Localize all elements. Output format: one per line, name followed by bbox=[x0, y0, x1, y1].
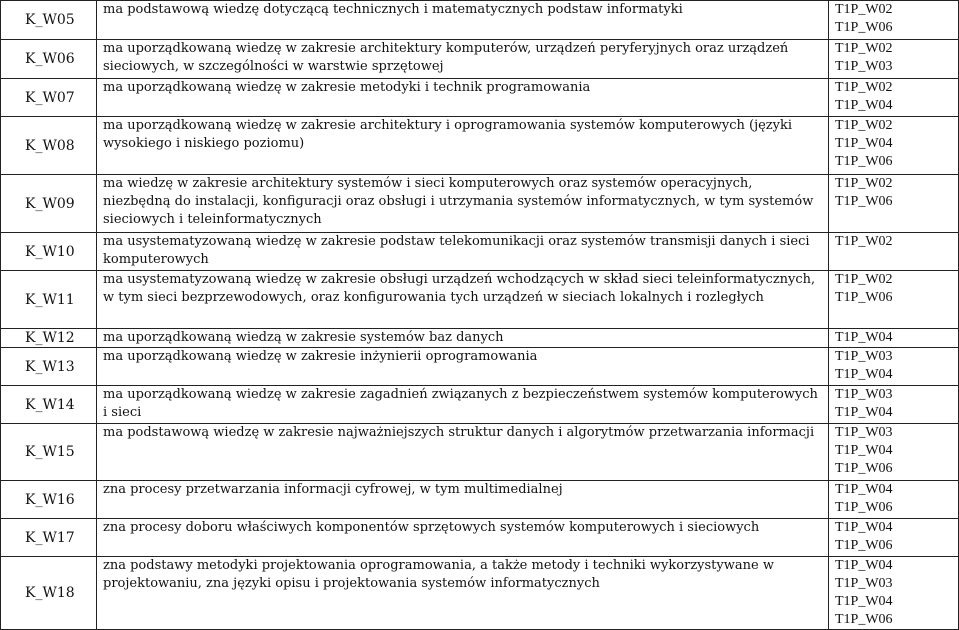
reference-code: T1P_W06 bbox=[835, 194, 893, 209]
outcome-code: K_W16 bbox=[1, 481, 97, 519]
outcome-references bbox=[829, 233, 959, 271]
outcome-references bbox=[829, 481, 959, 519]
reference-code: T1P_W04 bbox=[835, 558, 893, 573]
table-row bbox=[1, 79, 959, 117]
outcome-code: K_W09 bbox=[1, 175, 97, 233]
outcome-description: ma wiedzę w zakresie architektury systemów i sieci komputerowych oraz systemów operacyjnych, niezbędną do instalacji, konfiguracji oraz obsługi i utrzymania systemów informatycznych, w tym systemów sieciowych i teleinformatycznych bbox=[97, 175, 829, 233]
reference-code: T1P_W03 bbox=[835, 387, 893, 402]
table-row bbox=[1, 40, 959, 79]
reference-code: T1P_W03 bbox=[835, 349, 893, 364]
reference-code: T1P_W06 bbox=[835, 538, 893, 553]
reference-code: T1P_W06 bbox=[835, 20, 893, 35]
reference-code: T1P_W04 bbox=[835, 443, 893, 458]
outcome-description: ma usystematyzowaną wiedzę w zakresie podstaw telekomunikacji oraz systemów transmisji danych i sieci komputerowych bbox=[97, 233, 829, 271]
reference-code: T1P_W06 bbox=[835, 500, 893, 515]
outcome-code: K_W12 bbox=[1, 329, 97, 348]
table-row bbox=[1, 348, 959, 386]
outcome-description: zna podstawy metodyki projektowania oprogramowania, a także metody i techniki wykorzystywane w projektowaniu, zna języki opisu i projektowania systemów informatycznych bbox=[97, 557, 829, 630]
table-row bbox=[1, 519, 959, 557]
outcome-description: ma uporządkowaną wiedzę w zakresie zagadnień związanych z bezpieczeństwem systemów komputerowych i sieci bbox=[97, 386, 829, 424]
outcome-references bbox=[829, 424, 959, 481]
reference-code: T1P_W06 bbox=[835, 612, 893, 627]
outcome-description: ma podstawową wiedzę dotyczącą technicznych i matematycznych podstaw informatyki bbox=[97, 1, 829, 40]
reference-code: T1P_W04 bbox=[835, 520, 893, 535]
outcome-references bbox=[829, 175, 959, 233]
outcome-code: K_W14 bbox=[1, 386, 97, 424]
outcome-description: ma uporządkowaną wiedzę w zakresie metodyki i technik programowania bbox=[97, 79, 829, 117]
outcome-code: K_W11 bbox=[1, 271, 97, 329]
outcome-code: K_W13 bbox=[1, 348, 97, 386]
reference-code: T1P_W04 bbox=[835, 330, 893, 345]
table-row bbox=[1, 329, 959, 348]
reference-code: T1P_W04 bbox=[835, 482, 893, 497]
outcome-references bbox=[829, 79, 959, 117]
outcome-code: K_W10 bbox=[1, 233, 97, 271]
outcome-references bbox=[829, 271, 959, 329]
reference-code: T1P_W04 bbox=[835, 367, 893, 382]
table-row bbox=[1, 233, 959, 271]
table-row bbox=[1, 557, 959, 630]
reference-code: T1P_W02 bbox=[835, 176, 893, 191]
reference-code: T1P_W04 bbox=[835, 136, 893, 151]
reference-code: T1P_W02 bbox=[835, 2, 893, 17]
outcome-code: K_W17 bbox=[1, 519, 97, 557]
table-row bbox=[1, 175, 959, 233]
outcome-references bbox=[829, 519, 959, 557]
outcome-code: K_W18 bbox=[1, 557, 97, 630]
outcome-code: K_W08 bbox=[1, 117, 97, 175]
reference-code: T1P_W02 bbox=[835, 234, 893, 249]
reference-code: T1P_W03 bbox=[835, 576, 893, 591]
outcome-description: ma uporządkowaną wiedzą w zakresie systemów baz danych bbox=[97, 329, 829, 348]
outcome-code: K_W07 bbox=[1, 79, 97, 117]
outcome-description: zna procesy doboru właściwych komponentów sprzętowych systemów komputerowych i sieciowych bbox=[97, 519, 829, 557]
outcome-references bbox=[829, 40, 959, 79]
table-row bbox=[1, 386, 959, 424]
table-row bbox=[1, 481, 959, 519]
outcome-code: K_W05 bbox=[1, 1, 97, 40]
table-row bbox=[1, 1, 959, 40]
outcome-description: ma usystematyzowaną wiedzę w zakresie obsługi urządzeń wchodzących w skład sieci teleinformatycznych, w tym sieci bezprzewodowych, oraz konfigurowania tych urządzeń w sieciach lokalnych i rozległych bbox=[97, 271, 829, 329]
reference-code: T1P_W04 bbox=[835, 405, 893, 420]
outcome-description: zna procesy przetwarzania informacji cyfrowej, w tym multimedialnej bbox=[97, 481, 829, 519]
outcome-references bbox=[829, 386, 959, 424]
outcome-references bbox=[829, 329, 959, 348]
reference-code: T1P_W06 bbox=[835, 154, 893, 169]
reference-code: T1P_W04 bbox=[835, 594, 893, 609]
reference-code: T1P_W02 bbox=[835, 80, 893, 95]
reference-code: T1P_W02 bbox=[835, 41, 893, 56]
outcome-references bbox=[829, 348, 959, 386]
outcome-references bbox=[829, 117, 959, 175]
outcome-references bbox=[829, 557, 959, 630]
outcome-code: K_W15 bbox=[1, 424, 97, 481]
outcome-description: ma podstawową wiedzę w zakresie najważniejszych struktur danych i algorytmów przetwarzania informacji bbox=[97, 424, 829, 481]
reference-code: T1P_W03 bbox=[835, 425, 893, 440]
outcome-code: K_W06 bbox=[1, 40, 97, 79]
outcome-references bbox=[829, 1, 959, 40]
reference-code: T1P_W06 bbox=[835, 290, 893, 305]
table-row bbox=[1, 117, 959, 175]
table-row bbox=[1, 424, 959, 481]
outcome-description: ma uporządkowaną wiedzę w zakresie architektury i oprogramowania systemów komputerowych (języki wysokiego i niskiego poziomu) bbox=[97, 117, 829, 175]
reference-code: T1P_W04 bbox=[835, 98, 893, 113]
reference-code: T1P_W02 bbox=[835, 118, 893, 133]
reference-code: T1P_W02 bbox=[835, 272, 893, 287]
outcome-description: ma uporządkowaną wiedzę w zakresie inżynierii oprogramowania bbox=[97, 348, 829, 386]
reference-code: T1P_W03 bbox=[835, 59, 893, 74]
reference-code: T1P_W06 bbox=[835, 461, 893, 476]
outcome-description: ma uporządkowaną wiedzę w zakresie architektury komputerów, urządzeń peryferyjnych oraz urządzeń sieciowych, w szczególności w warstwie sprzętowej bbox=[97, 40, 829, 79]
table-row bbox=[1, 271, 959, 329]
